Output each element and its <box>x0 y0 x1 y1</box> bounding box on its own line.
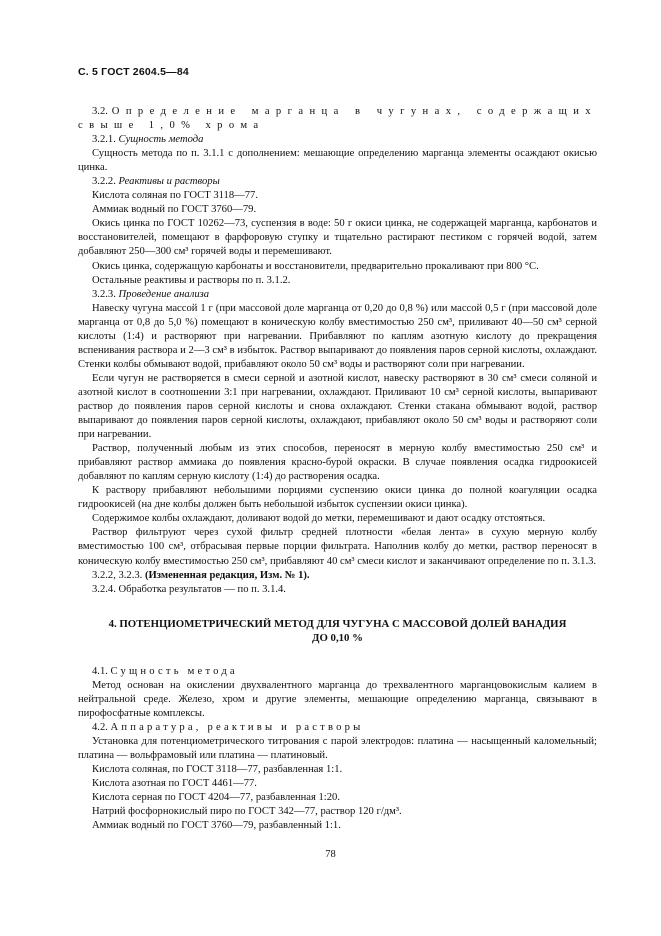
clause-4-1-title: Сущность метода <box>110 665 238 677</box>
section-4-title: 4. ПОТЕНЦИОМЕТРИЧЕСКИЙ МЕТОД ДЛЯ ЧУГУНА С МАССОВОЙ ДОЛЕЙ ВАНАДИЯ ДО 0,10 % <box>108 617 567 644</box>
equipment-item: Аммиак водный по ГОСТ 3760—79, разбавленный 1:1. <box>92 820 341 832</box>
page-number: 78 <box>325 849 336 860</box>
amendment-note: 3.2.2, 3.2.3. (Измененная редакция, Изм. № 1). <box>92 569 310 581</box>
analysis-paragraph: Раствор, полученный любым из этих способов, переносят в мерную колбу вместимостью 250 см³ и прибавляют раствор аммиака до появления красно-бурой окраски. В случае появления осадка гидроокисей добавляют по каплям серную кислоту (1:4) до растворения осадка. <box>78 443 597 483</box>
clause-3-2-1-text: Сущность метода по п. 3.1.1 с дополнением: мешающие определению марганца элементы осаждают окисью цинка. <box>78 148 597 174</box>
analysis-paragraph: Содержимое колбы охлаждают, доливают водой до метки, перемешивают и дают осадку отстояться. <box>92 513 546 525</box>
equipment-item: Установка для потенциометрического титрования с парой электродов: платина — насыщенный каломельный; платина — вольфрамовый или платина — платиновый. <box>78 735 597 761</box>
equipment-item: Кислота соляная, по ГОСТ 3118—77, разбавленная 1:1. <box>92 763 343 775</box>
reagent-item: Окись цинка, содержащую карбонаты и восстановители, предварительно прокаливают при 800 °С. <box>92 260 539 272</box>
equipment-item: Кислота азотная по ГОСТ 4461—77. <box>92 778 257 790</box>
clause-3-2-3-title: Проведение анализа <box>118 288 210 300</box>
clause-3-2-heading: 3.2. Определение марганца в чугунах, содержащих свыше 1,0% хрома <box>78 106 597 132</box>
clause-3-2-1-heading: 3.2.1. Сущность метода <box>92 134 204 146</box>
analysis-paragraph: К раствору прибавляют небольшими порциями суспензию окиси цинка до полной коагуляции осадка гидроокисей (на дне колбы должен быть небольшой избыток суспензии окиси цинка). <box>78 485 597 511</box>
amendment-text: (Измененная редакция, Изм. № 1). <box>144 569 310 581</box>
reagent-item: Кислота соляная по ГОСТ 3118—77. <box>92 190 258 202</box>
clause-3-2-3-heading: 3.2.3. Проведение анализа <box>92 288 210 300</box>
analysis-paragraph: Раствор фильтруют через сухой фильтр средней плотности «белая лента» в сухую мерную колбу вместимостью 100 см³, отбрасывая первые порции фильтрата. Наполнив колбу до метки, раствор переносят в коническую колбу вместимостью 250 см³, прибавляют 40 см³ смеси кислот и заканчивают определение по п. 3.1.3. <box>78 527 597 567</box>
clause-4-2-heading: 4.2. Аппаратура, реактивы и растворы <box>92 721 364 733</box>
clause-4-1-heading: 4.1. Сущность метода <box>92 665 238 677</box>
clause-4-1-text: Метод основан на окислении двухвалентного марганца до трехвалентного марганцовокислым калием в нейтральной среде. Железо, хром и другие элементы, мешающие определению марганца, связывают в пирофосфатные комплексы. <box>78 679 597 719</box>
equipment-item: Кислота серная по ГОСТ 4204—77, разбавленная 1:20. <box>92 792 340 804</box>
clause-3-2-2-title: Реактивы и растворы <box>118 176 220 188</box>
analysis-paragraph: Навеску чугуна массой 1 г (при массовой доле марганца от 0,20 до 0,8 %) или массой 0,5 г (при массовой доле марганца от 0,8 до 5,0 %) помещают в коническую колбу вместимостью 250 см³, приливают 40—50 см³ серной кислоты (1:4) и растворяют при нагревании. Прибавляют по каплям азотную кислоту до прекращения вспенивания раствора и 2—3 см³ в избыток. Раствор выпаривают до появления паров серной кислоты, охлаждают. Стенки колбы обмывают водой, прибавляют около 50 см³ воды и растворяют соли при нагревании. <box>78 302 597 370</box>
clause-3-2-1-title: Сущность метода <box>118 134 204 146</box>
analysis-paragraph: Если чугун не растворяется в смеси серной и азотной кислот, навеску растворяют в 30 см³ смеси соляной и азотной кислот в соотношении 3:1 при нагревании, охлаждают. Приливают 10 см³ серной кислоты, выпаривают раствор до появления паров серной кислоты и снова охлаждают. Стенки стакана обмывают водой, раствор выпаривают до появления паров серной кислоты, охлаждают, прибавляют около 50 см³ воды и растворяют соли при нагревании. <box>78 372 597 441</box>
reagent-item: Остальные реактивы и растворы по п. 3.1.2. <box>92 274 291 286</box>
reagent-item: Окись цинка по ГОСТ 10262—73, суспензия в воде: 50 г окиси цинка, не содержащей марганца, карбонатов и восстановителей, помещают в фарфоровую ступку и тщательно растирают пестиком с горячей водой, затем добавляют 250—300 см³ горячей воды и перемешивают. <box>78 218 597 258</box>
clause-4-2-title: Аппаратура, реактивы и растворы <box>110 721 364 733</box>
document-body <box>78 98 597 833</box>
clause-3-2-2-heading: 3.2.2. Реактивы и растворы <box>92 176 220 188</box>
clause-3-2-title: Определение марганца в чугунах, содержащих свыше 1,0% хрома <box>78 106 597 132</box>
reagent-item: Аммиак водный по ГОСТ 3760—79. <box>92 204 257 216</box>
clause-3-2-4: 3.2.4. Обработка результатов — по п. 3.1.4. <box>92 583 286 595</box>
page-header: С. 5 ГОСТ 2604.5—84 <box>78 66 189 78</box>
equipment-item: Натрий фосфорнокислый пиро по ГОСТ 342—77, раствор 120 г/дм³. <box>92 806 402 818</box>
